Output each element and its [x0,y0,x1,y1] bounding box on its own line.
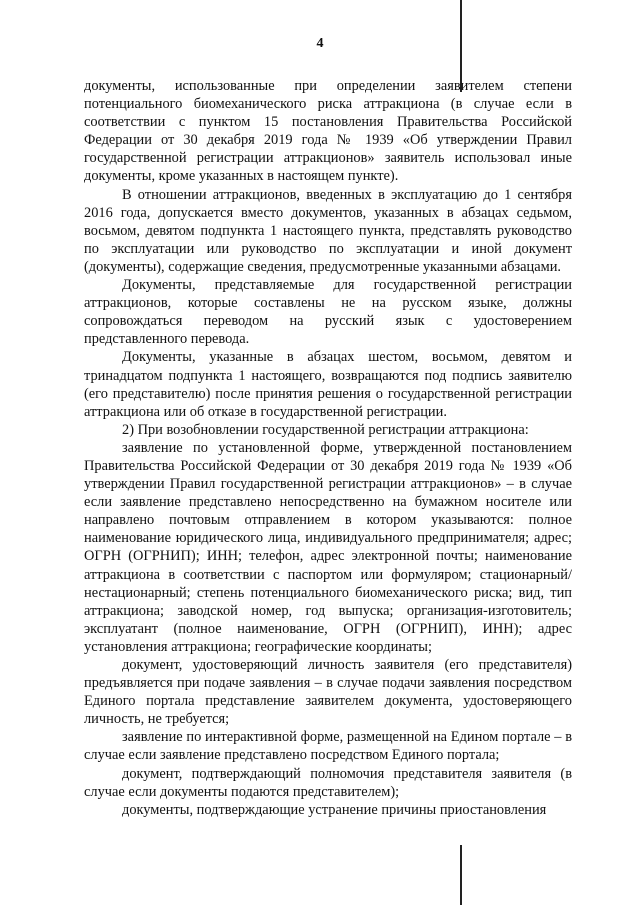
paragraph: документы, подтверждающие устранение причины приостановления [122,801,547,818]
paragraph: В отношении аттракционов, введенных в эксплуатацию до 1 сентября 2016 года, допускается вместо документов, указанных в абзацах седьмом, восьмом, девятом подпункта 1 настоящего пункта, представлять руководство по эксплуатации или руководство по эксплуатации и иной документ (документы), содержащие сведения, предусмотренные указанными абзацами. [84,186,572,275]
paragraph: заявление по интерактивной форме, размещенной на Едином портале – в случае если заявление представлено посредством Единого портала; [84,729,572,764]
document-body [84,77,572,819]
paragraph: заявление по установленной форме, утвержденной постановлением Правительства Российской Федерации от 30 декабря 2019 года № 1939 «Об утверждении Правил государственной регистрации аттракционов» – в случае если заявление представлено непосредственно на бумажном носителе или направлено почтовым отправлением в котором указываются: полное наименование юридического лица, индивидуального предпринимателя; адрес; ОГРН (ОГРНИП); ИНН; телефон, адрес электронной почты; наименование аттракциона в соответствии с паспортом или формуляром; стационарный/нестационарный; степень потенциального биомеханического риска; вид, тип аттракциона; заводской номер, год выпуска; организация-изготовитель; эксплуатант (полное наименование, ОГРН (ОГРНИП), ИНН); адрес установления аттракциона; географические координаты; [84,439,572,655]
paragraph: Документы, указанные в абзацах шестом, восьмом, девятом и тринадцатом подпункта 1 настоящего, возвращаются под подпись заявителю (его представителю) после принятия решения о государственной регистрации аттракциона или об отказе в государственной регистрации. [84,349,572,420]
paragraph: документ, удостоверяющий личность заявителя (его представителя) предъявляется при подаче заявления – в случае подачи заявления посредством Единого портала представление заявителем документа, удостоверяющего личность, не требуется; [84,657,572,728]
paragraph: документ, подтверждающий полномочия представителя заявителя (в случае если документы подаются представителем); [84,765,572,800]
paragraph: Документы, представляемые для государственной регистрации аттракционов, которые составлены не на русском языке, должны сопровождаться переводом на русский язык с удостоверением представленного перевода. [84,277,572,348]
scan-artifact-line [460,845,462,905]
paragraph: документы, использованные при определении заявителем степени потенциального биомеханического риска аттракциона (в случае если в соответствии с пунктом 15 постановления Правительства Российской Федерации от 30 декабря 2019 года № 1939 «Об утверждении Правил государственной регистрации аттракционов» заявитель использовал иные документы, кроме указанных в настоящем пункте). [84,78,572,185]
paragraph: 2) При возобновлении государственной регистрации аттракциона: [122,421,529,438]
page-number: 4 [316,36,324,51]
